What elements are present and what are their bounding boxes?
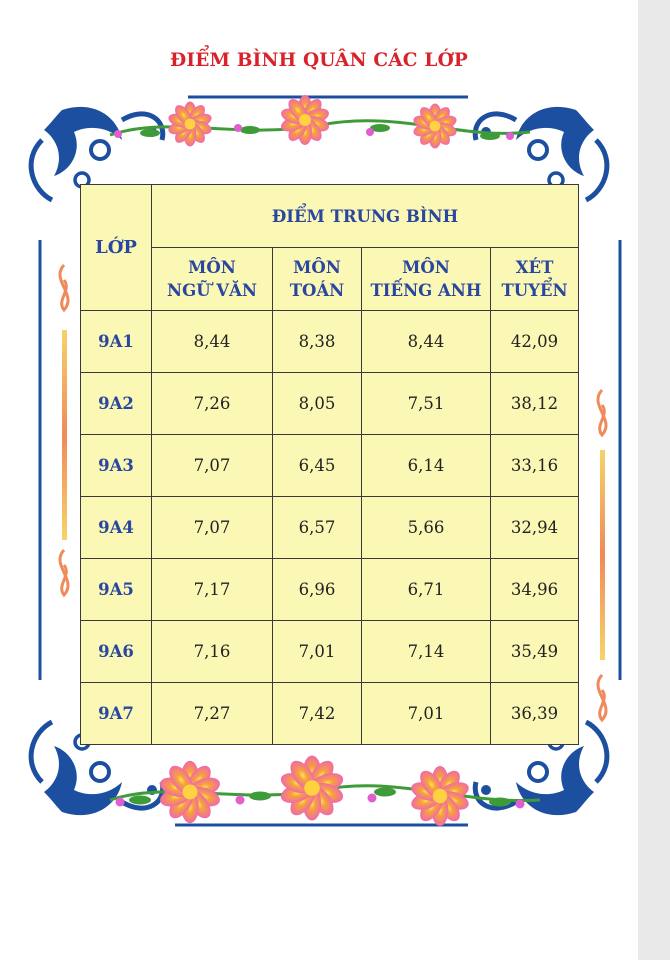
table-row	[81, 621, 579, 683]
english-score: 8,44	[362, 311, 491, 373]
english-score: 7,14	[362, 621, 491, 683]
average-score-group-header: ĐIỂM TRUNG BÌNH	[152, 185, 579, 248]
subject-header-literature	[152, 248, 273, 311]
subject-header-line2: NGỮ VĂN	[167, 281, 257, 300]
table-header-row	[81, 185, 579, 248]
average-scores-table	[80, 184, 579, 745]
admission-score: 35,49	[491, 621, 579, 683]
math-score: 8,38	[273, 311, 362, 373]
admission-score: 33,16	[491, 435, 579, 497]
table-row	[81, 311, 579, 373]
subject-header-line1: MÔN	[188, 258, 236, 277]
table-row	[81, 559, 579, 621]
subject-header-line2: TIẾNG ANH	[370, 281, 482, 300]
literature-score: 7,07	[152, 435, 273, 497]
class-name: 9A3	[81, 435, 152, 497]
subject-header-math	[273, 248, 362, 311]
math-score: 6,96	[273, 559, 362, 621]
literature-score: 7,17	[152, 559, 273, 621]
admission-score: 42,09	[491, 311, 579, 373]
scroll-ornament-icon	[598, 390, 606, 720]
subject-header-line1: XÉT	[515, 258, 554, 277]
subject-header-line1: MÔN	[293, 258, 341, 277]
math-score: 8,05	[273, 373, 362, 435]
english-score: 6,14	[362, 435, 491, 497]
math-score: 7,01	[273, 621, 362, 683]
table-row	[81, 497, 579, 559]
subject-header-line2: TOÁN	[289, 281, 345, 300]
admission-score: 32,94	[491, 497, 579, 559]
class-name: 9A5	[81, 559, 152, 621]
literature-score: 7,07	[152, 497, 273, 559]
class-name: 9A7	[81, 683, 152, 745]
subject-header-line2: TUYỂN	[501, 281, 568, 300]
math-score: 6,45	[273, 435, 362, 497]
admission-score: 38,12	[491, 373, 579, 435]
english-score: 6,71	[362, 559, 491, 621]
subject-header-row	[81, 248, 579, 311]
english-score: 5,66	[362, 497, 491, 559]
class-column-header: LỚP	[81, 185, 152, 311]
literature-score: 7,27	[152, 683, 273, 745]
screen-background-edge	[638, 0, 670, 960]
class-name: 9A2	[81, 373, 152, 435]
literature-score: 7,26	[152, 373, 273, 435]
literature-score: 7,16	[152, 621, 273, 683]
page-title: ĐIỂM BÌNH QUÂN CÁC LỚP	[169, 50, 469, 71]
class-name: 9A6	[81, 621, 152, 683]
flower-garland-icon	[110, 95, 530, 149]
admission-score: 34,96	[491, 559, 579, 621]
table-row	[81, 435, 579, 497]
admission-score: 36,39	[491, 683, 579, 745]
math-score: 7,42	[273, 683, 362, 745]
table-row	[81, 373, 579, 435]
literature-score: 8,44	[152, 311, 273, 373]
class-name: 9A1	[81, 311, 152, 373]
subject-header-line1: MÔN	[402, 258, 450, 277]
subject-header-english	[362, 248, 491, 311]
table-row	[81, 683, 579, 745]
english-score: 7,01	[362, 683, 491, 745]
math-score: 6,57	[273, 497, 362, 559]
english-score: 7,51	[362, 373, 491, 435]
subject-header-admission	[491, 248, 579, 311]
class-name: 9A4	[81, 497, 152, 559]
scroll-ornament-icon	[60, 265, 68, 595]
